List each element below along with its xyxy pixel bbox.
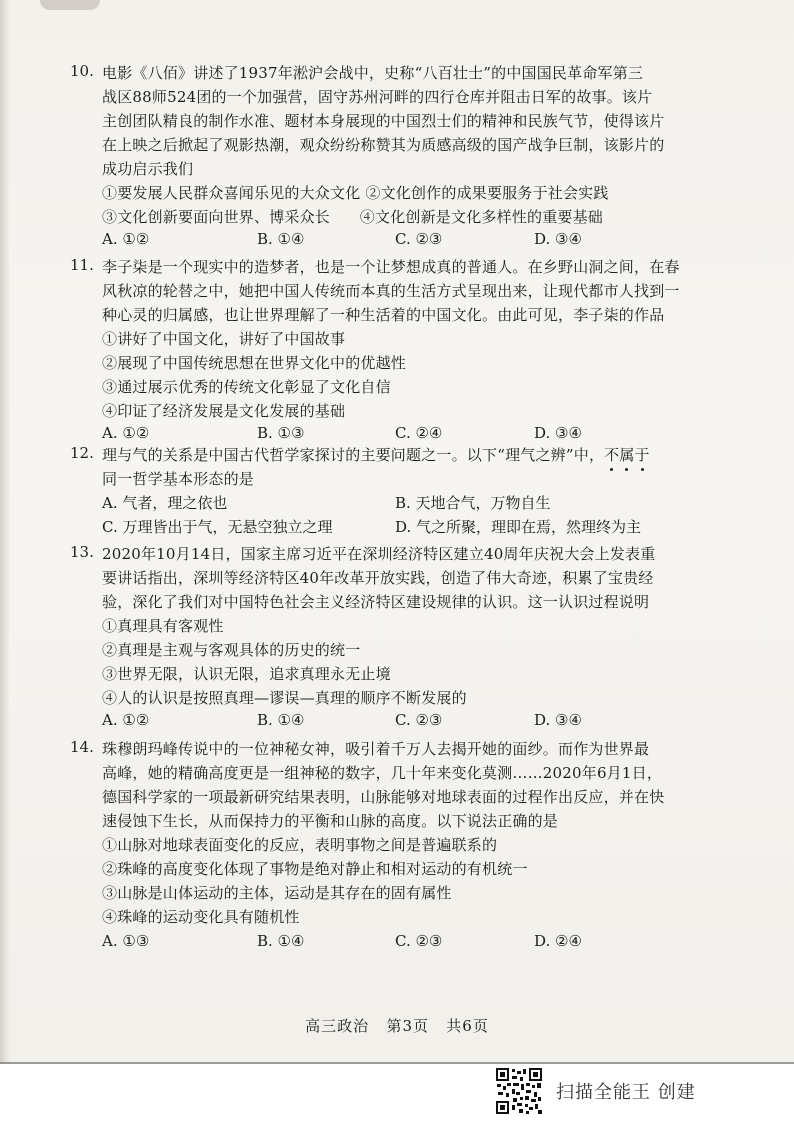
watermark-text: 扫描全能王 创建 [556, 1082, 696, 1103]
question-text-line: 2020年10月14日，国家主席习近平在深圳经济特区建立40周年庆祝大会上发表重 [102, 545, 656, 563]
statement-item: ②展现了中国传统思想在世界文化中的优越性 [102, 354, 407, 372]
option-d: D. ③④ [534, 230, 582, 248]
question-text-line: 电影《八佰》讲述了1937年淞沪会战中，史称“八百壮士”的中国国民革命军第三 [102, 64, 644, 82]
statement-item: ③通过展示优秀的传统文化彰显了文化自信 [102, 378, 391, 396]
option-b: B. 天地合气，万物自生 [395, 494, 551, 512]
question-text-line: 同一哲学基本形态的是 [102, 470, 255, 488]
option-c: C. ②③ [395, 230, 443, 248]
question-number: 14. [70, 738, 94, 756]
scan-edge-shadow [0, 0, 10, 1124]
answer-options-row1 [102, 492, 702, 514]
option-d: D. ③④ [534, 424, 582, 442]
emphasis-char: 于 [635, 446, 650, 464]
question-text-line: 要讲话指出，深圳等经济特区40年改革开放实践，创造了伟大奇迹，积累了宝贵经 [102, 569, 654, 587]
answer-options [102, 424, 662, 446]
page-footer: 高三政治 第3页 共6页 [305, 1017, 489, 1035]
option-b: B. ①④ [257, 932, 305, 950]
option-d: D. 气之所聚，理即在焉，然理终为主 [395, 518, 642, 536]
question-text-line: 高峰，她的精确高度更是一组神秘的数字，几十年来变化莫测……2020年6月1日， [102, 764, 663, 782]
option-a: A. ①② [102, 424, 150, 442]
question-text-line: 战区88师524团的一个加强营，固守苏州河畔的四行仓库并阻击日军的故事。该片 [102, 88, 653, 106]
question-text: 理与气的关系是中国古代哲学家探讨的主要问题之一。以下“理气之辨”中， [102, 446, 605, 464]
option-a: A. 气者，理之依也 [102, 494, 228, 512]
answer-options [102, 932, 662, 954]
emphasis-char: 不 [604, 446, 619, 464]
question-text-line: 风秋凉的轮替之中，她把中国人传统而本真的生活方式呈现出来，让现代都市人找到一 [102, 282, 680, 300]
question-text-line: 速侵蚀下生长，从而保持力的平衡和山脉的高度。以下说法正确的是 [102, 812, 559, 830]
option-c: C. 万理皆出于气，无悬空独立之理 [102, 518, 333, 536]
question-text-line: 验，深化了我们对中国特色社会主义经济特区建设规律的认识。这一认识过程说明 [102, 593, 650, 611]
question-number: 11. [70, 256, 94, 274]
statement-item: ④珠峰的运动变化具有随机性 [102, 908, 300, 926]
statement-item: ①要发展人民群众喜闻乐见的大众文化 ②文化创作的成果要服务于社会实践 [102, 184, 609, 202]
question-text-line: 德国科学家的一项最新研究结果表明，山脉能够对地球表面的过程作出反应，并在快 [102, 788, 665, 806]
emphasis-char: 属 [619, 446, 634, 464]
question-number: 10. [70, 62, 94, 80]
option-a: A. ①② [102, 230, 150, 248]
statement-item: ②珠峰的高度变化体现了事物是绝对静止和相对运动的有机统一 [102, 860, 528, 878]
statement-item: ④印证了经济发展是文化发展的基础 [102, 402, 346, 420]
option-b: B. ①③ [257, 424, 305, 442]
statement-item: ③世界无限，认识无限，追求真理永无止境 [102, 665, 391, 683]
answer-options-row2 [102, 516, 702, 538]
statement-item: ①真理具有客观性 [102, 617, 224, 635]
answer-options [102, 230, 662, 252]
statement-item: ③文化创新要面向世界、博采众长 ④文化创新是文化多样性的重要基础 [102, 208, 604, 226]
question-text-line: 珠穆朗玛峰传说中的一位神秘女神，吸引着千万人去揭开她的面纱。而作为世界最 [102, 740, 650, 758]
statement-item: ②真理是主观与客观具体的历史的统一 [102, 641, 361, 659]
option-a: A. ①② [102, 711, 150, 729]
option-c: C. ②③ [395, 711, 443, 729]
question-text-line: 种心灵的归属感，也让世界理解了一种生活着的中国文化。由此可见，李子柒的作品 [102, 306, 665, 324]
option-d: D. ③④ [534, 711, 582, 729]
question-text-line: 主创团队精良的制作水准、题材本身展现的中国烈士们的精神和民族气节，使得该片 [102, 112, 665, 130]
option-c: C. ②③ [395, 932, 443, 950]
statement-item: ④人的认识是按照真理—谬误—真理的顺序不断发展的 [102, 689, 467, 707]
question-text-line [102, 444, 650, 465]
question-text-line: 成功启示我们 [102, 160, 194, 178]
question-text-line: 李子柒是一个现实中的造梦者，也是一个让梦想成真的普通人。在乡野山洞之间，在春 [102, 258, 680, 276]
statement-item: ①讲好了中国文化，讲好了中国故事 [102, 330, 346, 348]
statement-item: ①山脉对地球表面变化的反应，表明事物之间是普遍联系的 [102, 836, 498, 854]
option-a: A. ①③ [102, 932, 150, 950]
question-number: 12. [70, 444, 94, 462]
option-d: D. ②④ [534, 932, 582, 950]
scan-smudge [40, 0, 100, 10]
option-c: C. ②④ [395, 424, 443, 442]
qr-code-icon [495, 1067, 543, 1115]
option-b: B. ①④ [257, 711, 305, 729]
option-b: B. ①④ [257, 230, 305, 248]
question-number: 13. [70, 543, 94, 561]
answer-options [102, 711, 662, 733]
statement-item: ③山脉是山体运动的主体，运动是其存在的固有属性 [102, 884, 452, 902]
question-text-line: 在上映之后掀起了观影热潮，观众纷纷称赞其为质感高级的国产战争巨制，该影片的 [102, 136, 665, 154]
